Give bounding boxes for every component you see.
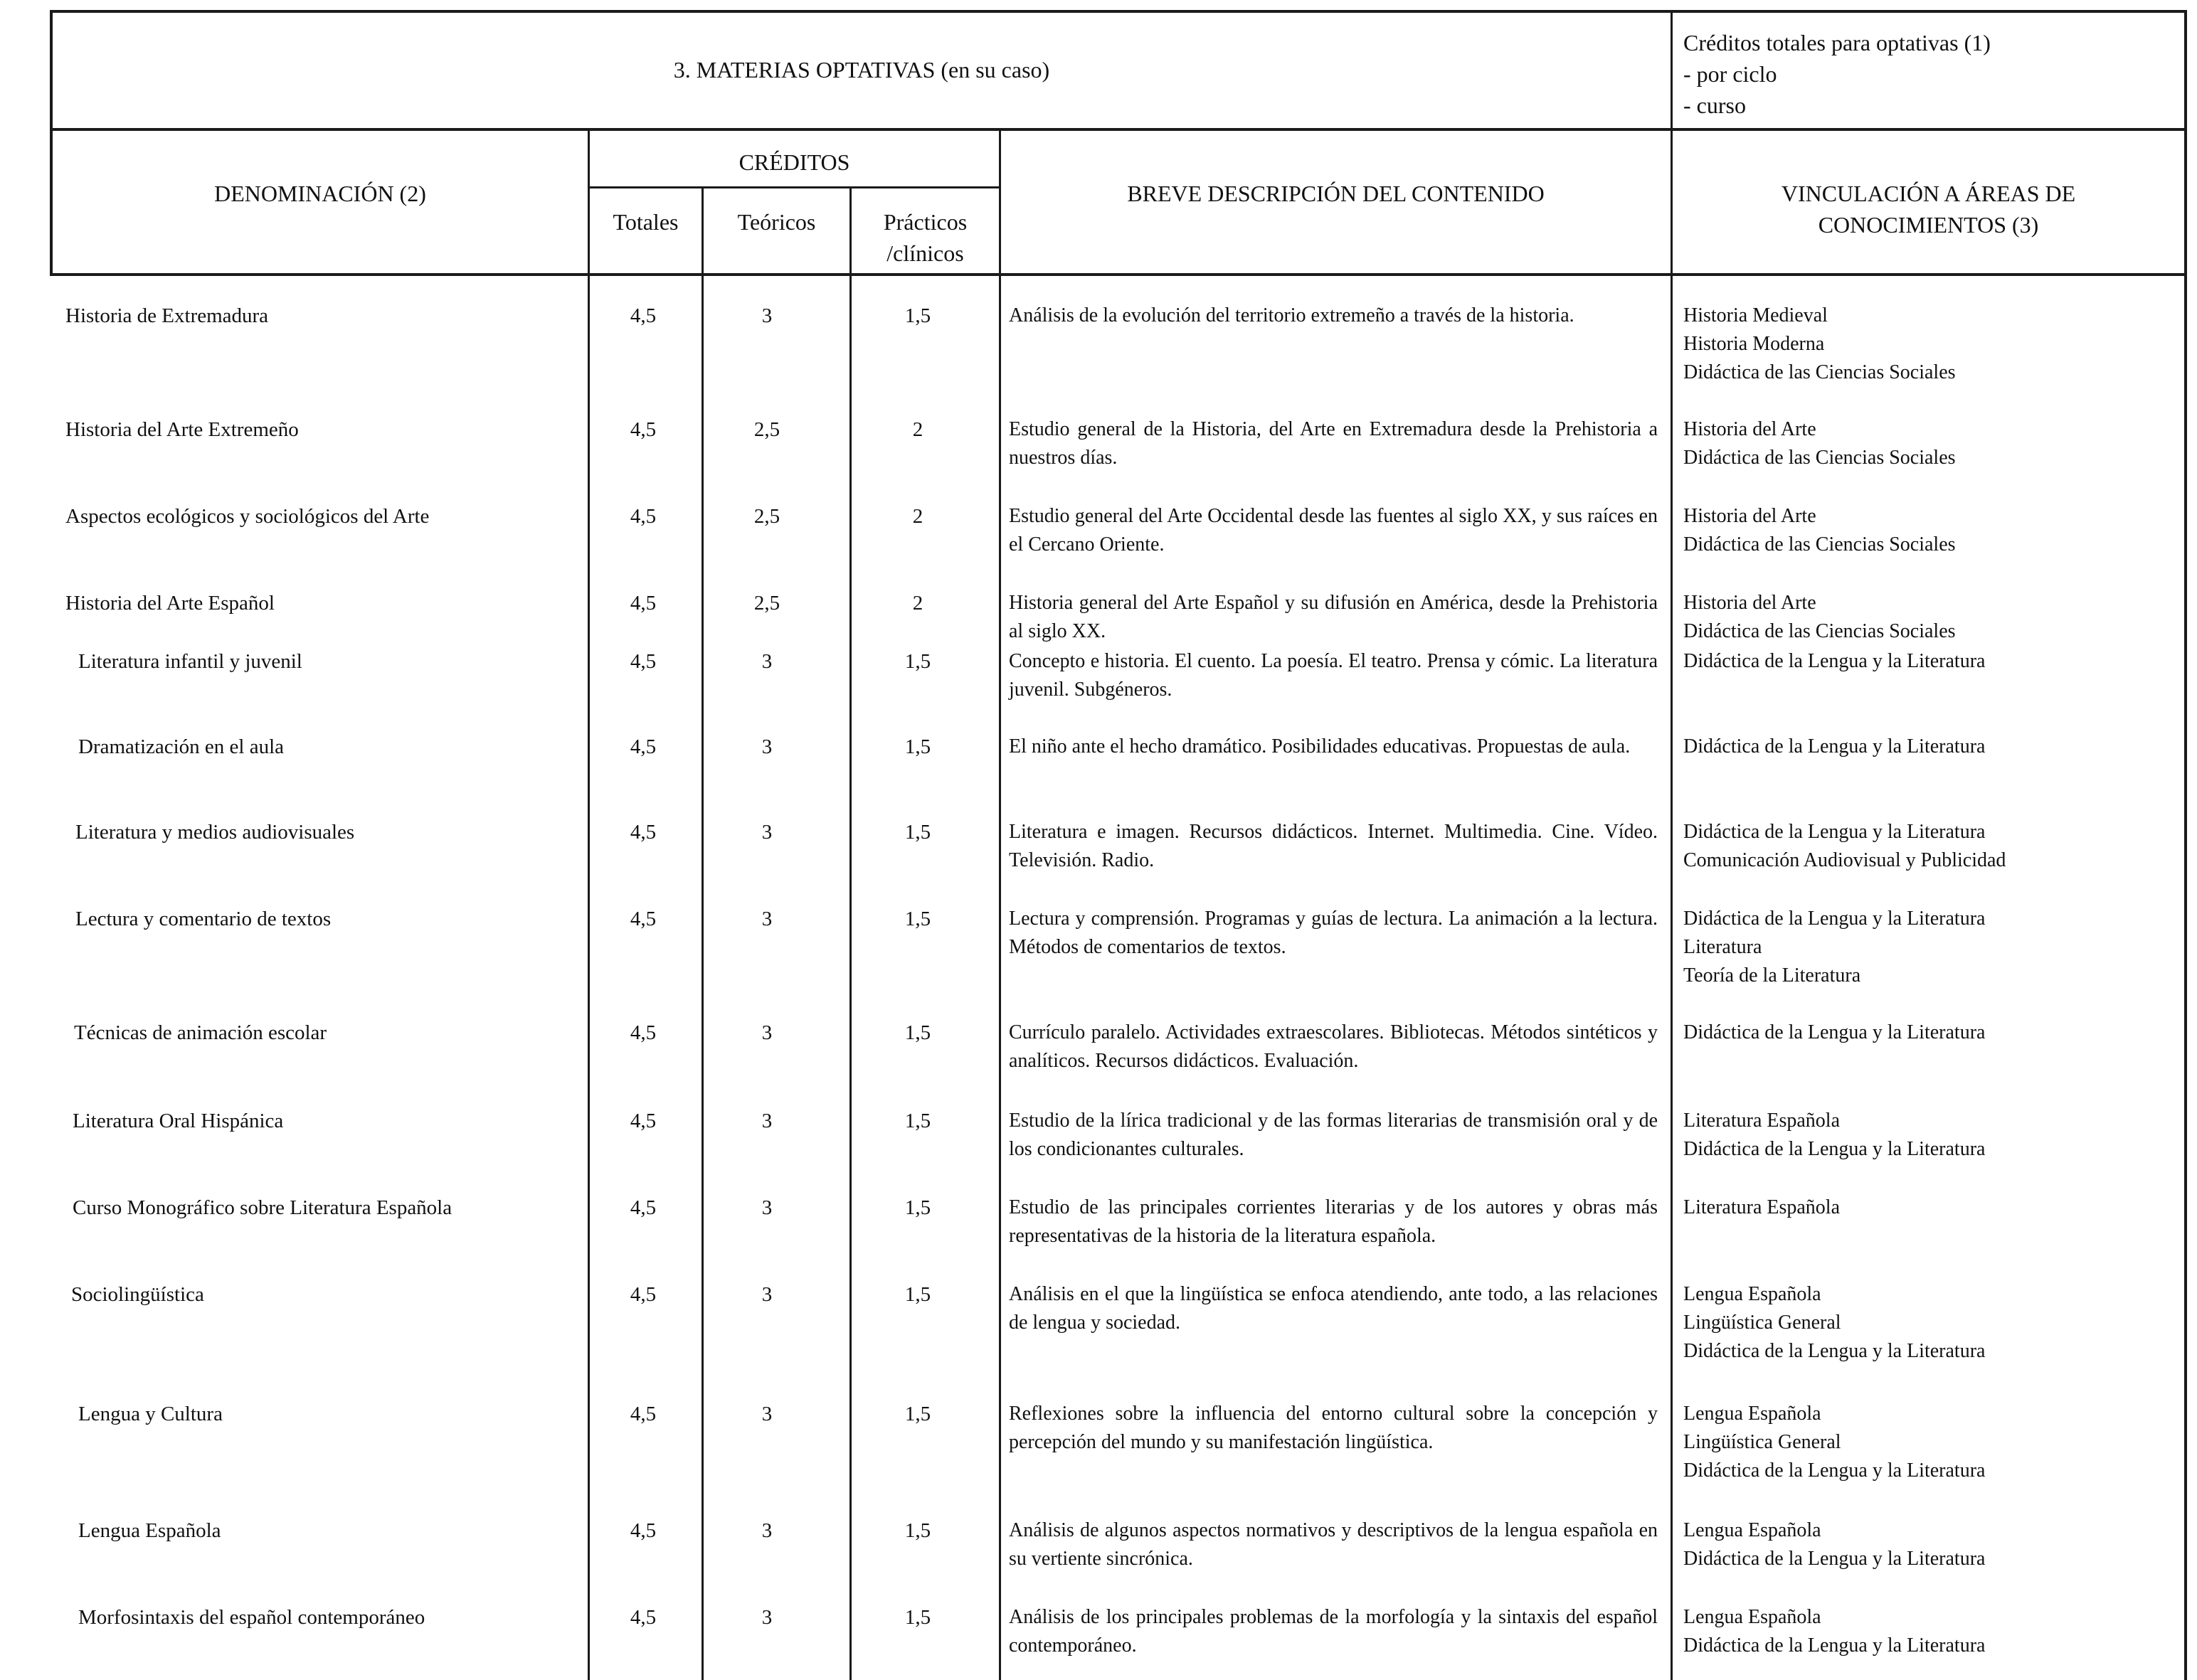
- area-item: Historia Moderna: [1683, 333, 1825, 355]
- area-item: Literatura Española: [1683, 1196, 1841, 1218]
- row-teoricos: 3: [761, 650, 773, 673]
- row-totales: 4,5: [630, 1021, 657, 1044]
- row-descripcion: Concepto e historia. El cuento. La poesía. El teatro. Prensa y cómic. La literatura juvenil. Subgéneros.: [1009, 650, 1658, 701]
- row-areas: [1683, 1019, 1985, 1047]
- row-denominacion: Lengua Española: [78, 1519, 221, 1542]
- row-totales: 4,5: [630, 735, 657, 758]
- area-item: Historia del Arte: [1683, 418, 1816, 440]
- row-descripcion: Análisis de los principales problemas de la morfología y la sintaxis del español contemporáneo.: [1009, 1606, 1658, 1657]
- column-header-totales: Totales: [613, 209, 679, 235]
- col-divider-5: [1671, 10, 1673, 1680]
- row-practicos: 2: [912, 418, 923, 441]
- row-practicos: 1,5: [904, 1283, 931, 1306]
- area-item: Didáctica de la Lengua y la Literatura: [1683, 1548, 1986, 1570]
- row-descripcion: Estudio general del Arte Occidental desde las fuentes al siglo XX, y sus raíces en el Cercano Oriente.: [1009, 505, 1658, 555]
- area-item: Didáctica de la Lengua y la Literatura: [1683, 735, 1986, 757]
- row-areas: [1683, 589, 1956, 646]
- area-item: Lingüística General: [1683, 1312, 1841, 1334]
- row-totales: 4,5: [630, 1110, 657, 1132]
- row-totales: 4,5: [630, 418, 657, 441]
- row-practicos: 2: [912, 505, 923, 528]
- row-descripcion: Literatura e imagen. Recursos didácticos. Internet. Multimedia. Cine. Vídeo. Televisión. Radio.: [1009, 821, 1658, 871]
- row-practicos: 1,5: [904, 1519, 931, 1542]
- row-teoricos: 2,5: [753, 418, 780, 441]
- area-item: Didáctica de las Ciencias Sociales: [1683, 361, 1956, 383]
- col-divider-2: [702, 186, 704, 1680]
- row-teoricos: 3: [761, 1110, 773, 1132]
- area-item: Didáctica de la Lengua y la Literatura: [1683, 1460, 1986, 1482]
- row-descripcion: Análisis de la evolución del territorio extremeño a través de la historia.: [1009, 304, 1574, 326]
- row-denominacion: Morfosintaxis del español contemporáneo: [78, 1606, 425, 1629]
- area-item: Comunicación Audiovisual y Publicidad: [1683, 849, 2006, 871]
- row-teoricos: 3: [761, 1021, 773, 1044]
- area-item: Didáctica de la Lengua y la Literatura: [1683, 908, 1986, 930]
- row-totales: 4,5: [630, 821, 657, 844]
- area-item: Historia Medieval: [1683, 304, 1828, 326]
- row-areas: [1683, 415, 1956, 472]
- row-totales: 4,5: [630, 908, 657, 930]
- row-descripcion: Estudio general de la Historia, del Arte en Extremadura desde la Prehistoria a nuestros días.: [1009, 418, 1658, 469]
- row-practicos: 1,5: [904, 735, 931, 758]
- column-header-descripcion: BREVE DESCRIPCIÓN DEL CONTENIDO: [1127, 181, 1545, 206]
- row-teoricos: 2,5: [753, 592, 780, 615]
- row-teoricos: 3: [761, 1519, 773, 1542]
- area-item: Lengua Española: [1683, 1403, 1821, 1425]
- row-totales: 4,5: [630, 1196, 657, 1219]
- row-practicos: 2: [912, 592, 923, 615]
- row-areas: [1683, 1107, 1985, 1164]
- row-practicos: 1,5: [904, 1403, 931, 1425]
- col-divider-3: [849, 186, 852, 1680]
- row-descripcion: Estudio de las principales corrientes literarias y de los autores y obras más representativas de la historia de la literatura española.: [1009, 1196, 1658, 1247]
- area-item: Didáctica de la Lengua y la Literatura: [1683, 1021, 1986, 1043]
- row-areas: [1683, 302, 1956, 387]
- row-totales: 4,5: [630, 1283, 657, 1306]
- row-denominacion: Dramatización en el aula: [78, 735, 285, 758]
- row-areas: [1683, 647, 1985, 676]
- row-denominacion: Historia de Extremadura: [65, 304, 269, 327]
- area-item: Literatura Española: [1683, 1110, 1841, 1132]
- row-areas: [1683, 1603, 1985, 1660]
- area-item: Lingüística General: [1683, 1431, 1841, 1453]
- row-descripcion: El niño ante el hecho dramático. Posibilidades educativas. Propuestas de aula.: [1009, 735, 1631, 757]
- row-denominacion: Técnicas de animación escolar: [74, 1021, 327, 1044]
- row-descripcion: Currículo paralelo. Actividades extraescolares. Bibliotecas. Métodos sintéticos y analíticos. Recursos didácticos. Evaluación.: [1009, 1021, 1658, 1072]
- table-left-border: [50, 10, 53, 276]
- table-right-border: [2184, 10, 2187, 1680]
- row-practicos: 1,5: [904, 821, 931, 844]
- row-areas: [1683, 1193, 1840, 1222]
- row-denominacion: Sociolingüística: [71, 1283, 204, 1306]
- row-areas: [1683, 1280, 1985, 1366]
- row-descripcion: Historia general del Arte Español y su difusión en América, desde la Prehistoria al siglo XX.: [1009, 592, 1658, 642]
- credits-box-line: Créditos totales para optativas (1): [1683, 30, 1991, 55]
- row-denominacion: Lectura y comentario de textos: [75, 908, 332, 930]
- row-areas: [1683, 905, 1985, 990]
- row-teoricos: 3: [761, 1283, 773, 1306]
- credits-box-line: - curso: [1683, 92, 1746, 118]
- row-practicos: 1,5: [904, 1110, 931, 1132]
- area-item: Didáctica de la Lengua y la Literatura: [1683, 1340, 1986, 1362]
- col-divider-1: [588, 129, 590, 1680]
- row-totales: 4,5: [630, 505, 657, 528]
- row-teoricos: 3: [761, 1606, 773, 1629]
- row-totales: 4,5: [630, 592, 657, 615]
- row-teoricos: 3: [761, 1403, 773, 1425]
- row-descripcion: Análisis de algunos aspectos normativos y descriptivos de la lengua española en su vertiente sincrónica.: [1009, 1519, 1658, 1570]
- area-item: Historia del Arte: [1683, 505, 1816, 527]
- row-teoricos: 3: [761, 735, 773, 758]
- area-item: Didáctica de las Ciencias Sociales: [1683, 447, 1956, 469]
- section-title: 3. MATERIAS OPTATIVAS (en su caso): [673, 57, 1050, 83]
- row-practicos: 1,5: [904, 1196, 931, 1219]
- row-denominacion: Historia del Arte Español: [65, 592, 275, 615]
- area-item: Didáctica de las Ciencias Sociales: [1683, 620, 1956, 642]
- row-denominacion: Literatura Oral Hispánica: [73, 1110, 284, 1132]
- area-item: Teoría de la Literatura: [1683, 964, 1861, 987]
- row-descripcion: Reflexiones sobre la influencia del entorno cultural sobre la concepción y percepción del mundo y su manifestación lingüística.: [1009, 1403, 1658, 1453]
- row-teoricos: 2,5: [753, 505, 780, 528]
- credits-box-line: - por ciclo: [1683, 61, 1777, 87]
- row-teoricos: 3: [761, 304, 773, 327]
- row-totales: 4,5: [630, 1519, 657, 1542]
- row-denominacion: Curso Monográfico sobre Literatura Española: [73, 1196, 452, 1219]
- row-areas: [1683, 502, 1956, 559]
- row-practicos: 1,5: [904, 908, 931, 930]
- row-denominacion: Literatura infantil y juvenil: [78, 650, 302, 673]
- area-item: Didáctica de las Ciencias Sociales: [1683, 533, 1956, 555]
- row-totales: 4,5: [630, 1606, 657, 1629]
- row-practicos: 1,5: [904, 1021, 931, 1044]
- column-header-denominacion: DENOMINACIÓN (2): [214, 181, 426, 206]
- row-practicos: 1,5: [904, 304, 931, 327]
- row-areas: [1683, 733, 1985, 761]
- row-areas: [1683, 818, 2006, 875]
- area-item: Historia del Arte: [1683, 592, 1816, 614]
- row-denominacion: Literatura y medios audiovisuales: [75, 821, 355, 844]
- area-item: Didáctica de la Lengua y la Literatura: [1683, 1634, 1986, 1657]
- row-areas: [1683, 1516, 1985, 1573]
- column-header-divider: [50, 273, 2187, 276]
- row-teoricos: 3: [761, 1196, 773, 1219]
- row-descripcion: Análisis en el que la lingüística se enfoca atendiendo, ante todo, a las relaciones de lengua y sociedad.: [1009, 1283, 1658, 1334]
- column-header-practicos-2: /clínicos: [886, 240, 964, 266]
- area-item: Lengua Española: [1683, 1283, 1821, 1305]
- credits-box: [1683, 27, 1991, 121]
- row-totales: 4,5: [630, 1403, 657, 1425]
- row-totales: 4,5: [630, 650, 657, 673]
- row-areas: [1683, 1400, 1985, 1485]
- area-item: Lengua Española: [1683, 1519, 1821, 1541]
- column-header-teoricos: Teóricos: [737, 209, 816, 235]
- area-item: Literatura: [1683, 936, 1762, 958]
- column-header-practicos: Prácticos: [883, 209, 968, 235]
- row-teoricos: 3: [761, 821, 773, 844]
- row-teoricos: 3: [761, 908, 773, 930]
- col-divider-4: [999, 129, 1001, 1680]
- area-item: Lengua Española: [1683, 1606, 1821, 1628]
- row-descripcion: Lectura y comprensión. Programas y guías de lectura. La animación a la lectura. Métodos de comentarios de textos.: [1009, 908, 1658, 958]
- area-item: Didáctica de la Lengua y la Literatura: [1683, 821, 1986, 843]
- column-header-vinculacion: VINCULACIÓN A ÁREAS DE: [1781, 181, 2076, 206]
- column-header-vinculacion-2: CONOCIMIENTOS (3): [1818, 212, 2039, 238]
- area-item: Didáctica de la Lengua y la Literatura: [1683, 650, 1986, 672]
- row-denominacion: Lengua y Cultura: [78, 1403, 223, 1425]
- row-totales: 4,5: [630, 304, 657, 327]
- area-item: Didáctica de la Lengua y la Literatura: [1683, 1138, 1986, 1160]
- row-denominacion: Aspectos ecológicos y sociológicos del Arte: [65, 505, 430, 528]
- creditos-divider: [588, 186, 1000, 188]
- table-top-border: [50, 10, 2187, 13]
- row-practicos: 1,5: [904, 650, 931, 673]
- row-descripcion: Estudio de la lírica tradicional y de las formas literarias de transmisión oral y de los condicionantes culturales.: [1009, 1110, 1658, 1160]
- row-denominacion: Historia del Arte Extremeño: [65, 418, 299, 441]
- column-header-creditos: CRÉDITOS: [738, 149, 850, 175]
- row-practicos: 1,5: [904, 1606, 931, 1629]
- header-divider: [50, 128, 2187, 131]
